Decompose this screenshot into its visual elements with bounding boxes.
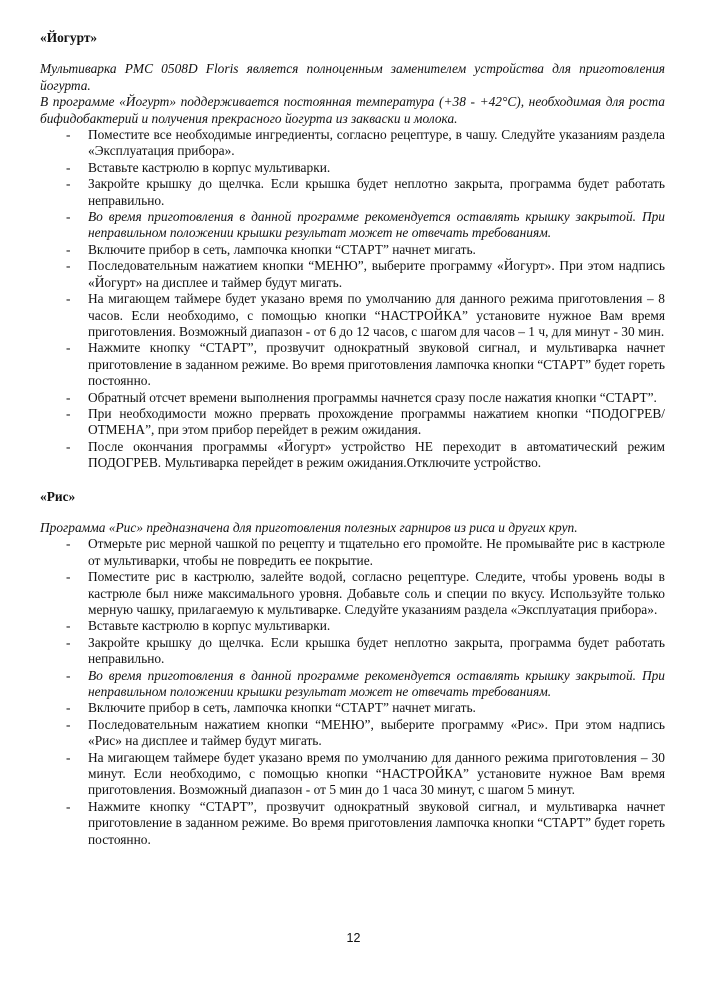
bullet-dash: - [66, 667, 71, 683]
step-text: Закройте крышку до щелчка. Если крышка будет неплотно закрыта, программа будет работать неправильно. [88, 634, 665, 667]
step-text: Обратный отсчет времени выполнения программы начнется сразу после нажатия кнопки “СТАРТ”. [88, 389, 657, 405]
section-rice [40, 489, 665, 849]
list-item [40, 160, 665, 176]
step-text: Поместите все необходимые ингредиенты, согласно рецептуре, в чашу. Следуйте указаниям раздела «Эксплуатация прибора». [88, 127, 665, 159]
bullet-dash: - [66, 618, 71, 634]
step-text: Закройте крышку до щелчка. Если крышка будет неплотно закрыта, программа будет работать неправильно. [88, 176, 665, 208]
bullet-dash: - [66, 634, 71, 650]
step-text: Последовательным нажатием кнопки “МЕНЮ”, выберите программу «Рис». При этом надпись «Рис» на дисплее и таймер будут мигать. [88, 716, 665, 749]
list-item-note [40, 668, 665, 701]
step-text: Вставьте кастрюлю в корпус мультиварки. [88, 618, 331, 634]
list-item [40, 127, 665, 160]
bullet-dash: - [66, 536, 71, 552]
bullet-dash: - [66, 291, 71, 307]
step-text: Во время приготовления в данной программе рекомендуется оставлять крышку закрытой. При неправильном положении крышки результат может не отвечать требованиям. [88, 209, 665, 241]
list-item [40, 291, 665, 340]
intro-paragraph: Мультиварка PMC 0508D Floris является полноценным заменителем устройства для приготовления йогурта. [40, 61, 665, 93]
page-number: 12 [346, 931, 361, 945]
bullet-dash: - [66, 438, 71, 454]
list-item [40, 176, 665, 209]
bullet-dash: - [66, 569, 71, 585]
bullet-dash: - [66, 258, 71, 274]
bullet-dash: - [66, 127, 71, 143]
list-item [40, 536, 665, 569]
list-item [40, 258, 665, 291]
bullet-dash: - [66, 340, 71, 356]
step-text: Включите прибор в сеть, лампочка кнопки “СТАРТ” начнет мигать. [88, 241, 476, 257]
list-item [40, 799, 665, 848]
step-text: Во время приготовления в данной программе рекомендуется оставлять крышку закрытой. При неправильном положении крышки результат может не отвечать требованиям. [88, 667, 665, 700]
list-item [40, 569, 665, 618]
step-text: Отмерьте рис мерной чашкой по рецепту и тщательно его промойте. Не промывайте рис в кастрюле от мультиварки, чтобы не повредить ее покрытие. [88, 536, 665, 568]
step-text: Поместите рис в кастрюлю, залейте водой, согласно рецептуре. Следите, чтобы уровень воды в кастрюле был ниже максимального уровня. Добавьте соль и специи по вкусу. Используйте только мерную чашку, прилагаемую к мультиварке. Следуйте указаниям раздела «Эксплуатация прибора». [88, 569, 665, 617]
list-item [40, 635, 665, 668]
bullet-dash: - [66, 159, 71, 175]
bullet-dash: - [66, 798, 71, 814]
intro-paragraph: Программа «Рис» предназначена для приготовления полезных гарниров из риса и других круп. [40, 519, 578, 535]
section-title-yogurt: «Йогурт» [40, 30, 98, 45]
list-item [40, 750, 665, 799]
step-text: На мигающем таймере будет указано время по умолчанию для данного режима приготовления – 8 часов. Если необходимо, с помощью кнопки “НАСТРОЙКА” установите нужное Вам время приготовления. Возможный диапазон - от 6 до 12 часов, с шагом для часов – 1 ч, для минут - 30 мин. [88, 291, 665, 339]
spacer [40, 472, 665, 487]
bullet-dash: - [66, 716, 71, 732]
bullet-dash: - [66, 389, 71, 405]
bullet-dash: - [66, 405, 71, 421]
bullet-dash: - [66, 749, 71, 765]
step-text: Последовательным нажатием кнопки “МЕНЮ”, выберите программу «Йогурт». При этом надпись «Йогурт» на дисплее и таймер будут мигать. [88, 258, 665, 290]
step-text: Включите прибор в сеть, лампочка кнопки “СТАРТ” начнет мигать. [88, 700, 476, 716]
step-text: Нажмите кнопку “СТАРТ”, прозвучит однократный звуковой сигнал, и мультиварка начнет приготовление в заданном режиме. Во время приготовления лампочка кнопки “СТАРТ” будет гореть постоянно. [88, 798, 665, 847]
list-item-note [40, 209, 665, 242]
list-item [40, 390, 665, 406]
steps-list-rice [40, 536, 665, 848]
step-text: Вставьте кастрюлю в корпус мультиварки. [88, 159, 331, 175]
step-text: После окончания программы «Йогурт» устройство НЕ переходит в автоматический режим ПОДОГРЕВ. Мультиварка перейдет в режим ожидания.Отключите устройство. [88, 438, 665, 471]
list-item [40, 439, 665, 472]
spacer [40, 505, 665, 520]
list-item [40, 340, 665, 389]
section-title-rice: «Рис» [40, 488, 76, 504]
step-text: На мигающем таймере будет указано время по умолчанию для данного режима приготовления – 30 минут. Если необходимо, с помощью кнопки “НАСТРОЙКА” установите нужное Вам время приготовления. Возможный диапазон - от 5 мин до 1 часа 30 минут, с шагом 5 минут. [88, 749, 665, 798]
bullet-dash: - [66, 209, 71, 225]
spacer [40, 46, 665, 61]
list-item [40, 618, 665, 634]
step-text: Нажмите кнопку “СТАРТ”, прозвучит однократный звуковой сигнал, и мультиварка начнет приготовление в заданном режиме. Во время приготовления лампочка кнопки “СТАРТ” будет гореть постоянно. [88, 340, 665, 389]
step-text: При необходимости можно прервать прохождение программы нажатием кнопки “ПОДОГРЕВ/ ОТМЕНА”, при этом прибор перейдет в режим ожидания. [88, 405, 665, 438]
bullet-dash: - [66, 241, 71, 257]
steps-list-yogurt [40, 127, 665, 472]
intro-paragraph: В программе «Йогурт» поддерживается постоянная температура (+38 - +42°С), необходимая для роста бифидобактерий и получения прекрасного йогурта из закваски и молока. [40, 94, 665, 126]
bullet-dash: - [66, 176, 71, 192]
list-item [40, 717, 665, 750]
list-item [40, 406, 665, 439]
list-item [40, 242, 665, 258]
section-yogurt [40, 30, 665, 472]
list-item [40, 700, 665, 716]
bullet-dash: - [66, 700, 71, 716]
